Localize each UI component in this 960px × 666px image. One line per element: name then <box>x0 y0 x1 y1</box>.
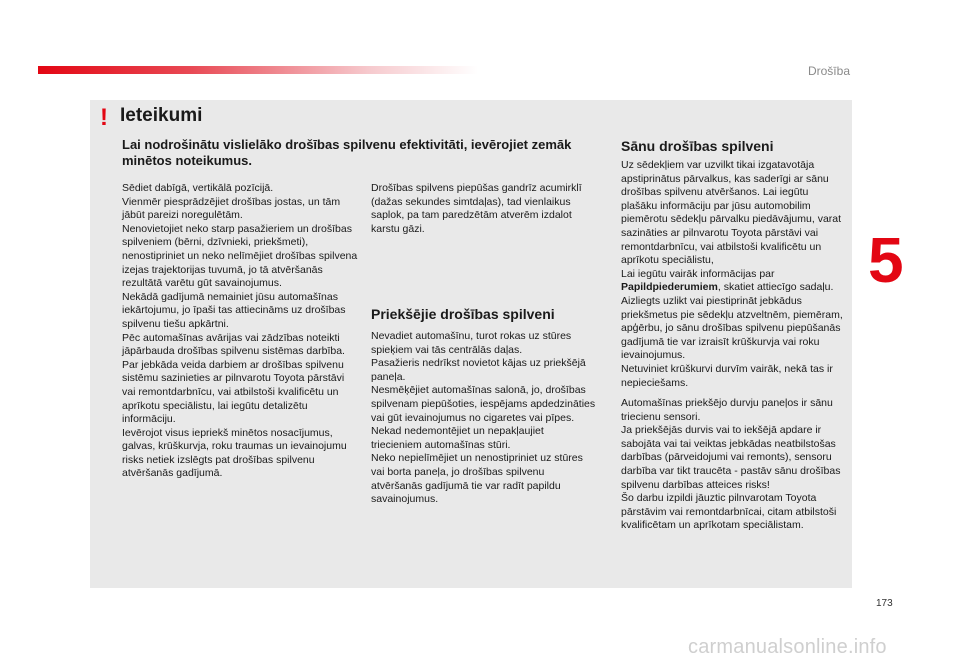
inflation-text: Drošības spilvens piepūšas gandrīz acumirklī (dažas sekundes simtdaļas), tad vienlaikus saplok, pa tam paredzētām atverēm izdalot karstu gāzi. <box>371 182 582 235</box>
panel-title: Ieteikumi <box>120 105 203 126</box>
page-number: 173 <box>876 598 893 609</box>
front-airbags-text: Nevadiet automašīnu, turot rokas uz stūres spieķiem vai tās centrālās daļas. Pasažieris nedrīkst novietot kājas uz priekšējā paneļa. Nesmēķējiet automašīnas salonā, jo, drošības spilvenam piepūšoties, iespējams apdedzināties vai gūt ievainojumus no cigaretes vai pīpes. Nekad nedemontējiet un nepakļaujiet triecieniem automašīnas stūri. Neko nepielīmējiet un nenostipriniet uz stūres vai borta paneļa, jo drošības spilvenu atvēršanās gadījumā tie var radīt papildu savainojumus. <box>371 330 596 506</box>
lead-paragraph: Lai nodrošinātu vislielāko drošības spilvenu efektivitāti, ievērojiet zemāk minētos noteikumus. <box>122 137 572 168</box>
side-airbags-text <box>621 159 847 390</box>
side-text-part2: , skatiet attiecīgo sadaļu. Aizliegts uzlikt vai piestiprināt jebkādus priekšmetus pie sēdekļu atzveltnēm, piemēram, apģērbu, jo sānu drošības spilvenu piepūšanās gadījumā tie var izraisīt krūškurvja vai roku ievainojumus. Netuviniet krūškurvi durvīm vairāk, nekā tas ir nepieciešams. <box>621 281 843 389</box>
side-text-part1: Uz sēdekļiem var uzvilkt tikai izgatavotāja apstiprinātus pārvalkus, kas saderīgi ar sānu drošības spilvenu atvēršanos. Lai iegūtu plašāku informāciju par jūsu automobilim piemērotu sēdekļu pārvalku piedāvājumu, varat sazināties ar pilnvarotu Toyota pārstāvi vai remontdarbnīcu, vai atbilstoši kvalificētu un aprīkotu speciālistu, Lai iegūtu vairāk informācijas par <box>621 159 842 280</box>
door-sensors-text: Automašīnas priekšējo durvju paneļos ir sānu triecienu sensori. Ja priekšējās durvis vai to iekšējā apdare ir sabojāta vai tai veiktas jebkādas neatbilstošas darbības (pārveidojumi vai remonts), sensoru darbība var tikt traucēta - pastāv sānu drošības spilvenu darbības atteices risks! Šo darbu izpildi jāuztic pilnvarotam Toyota pārstāvim vai remontdarbnīcai, citam atbilstoši kvalificētam un aprīkotam speciālistam. <box>621 397 841 532</box>
header-accent-bar <box>38 66 478 74</box>
section-title: Drošība <box>807 64 850 78</box>
watermark: carmanualsonline.info <box>688 636 887 658</box>
general-advice-text: Sēdiet dabīgā, vertikālā pozīcijā. Vienmēr piesprādzējiet drošības jostas, un tām jābūt pareizi noregulētām. Nenovietojiet neko starp pasažieriem un drošības spilveniem (bērni, dzīvnieki, priekšmeti), nenostipriniet un neko nelīmējiet drošības spilvena izejas trajektorijas tuvumā, jo tā atvēršanās rezultātā varētu gūt savainojumus. Nekādā gadījumā nemainiet jūsu automašīnas iekārtojumu, jo īpaši tas attiecināms uz drošības spilvenu tiešu apkārtni. Pēc automašīnas avārijas vai zādzības noteikti jāpārbauda drošības spilvenu sistēmas darbība. Par jebkāda veida darbiem ar drošības spilvenu sistēmu sazinieties ar pilnvarotu Toyota pārstāvi vai remontdarbnīcu, vai atbilstoši kvalificētu un aprīkotu speciālistu, lai iegūtu detalizētu informāciju. Ievērojot visus iepriekš minētos nosacījumus, galvas, krūškurvja, roku traumas un ievainojumu risks netiek izslēgts pat drošības spilvenu atvēršanās gadījumā. <box>122 182 358 480</box>
accessories-link-text: Papildpiederumiem <box>621 281 718 294</box>
front-airbags-heading: Priekšējie drošības spilveni <box>371 306 555 322</box>
warning-icon: ! <box>100 104 108 131</box>
side-airbags-heading: Sānu drošības spilveni <box>621 138 774 154</box>
chapter-number: 5 <box>868 224 904 296</box>
